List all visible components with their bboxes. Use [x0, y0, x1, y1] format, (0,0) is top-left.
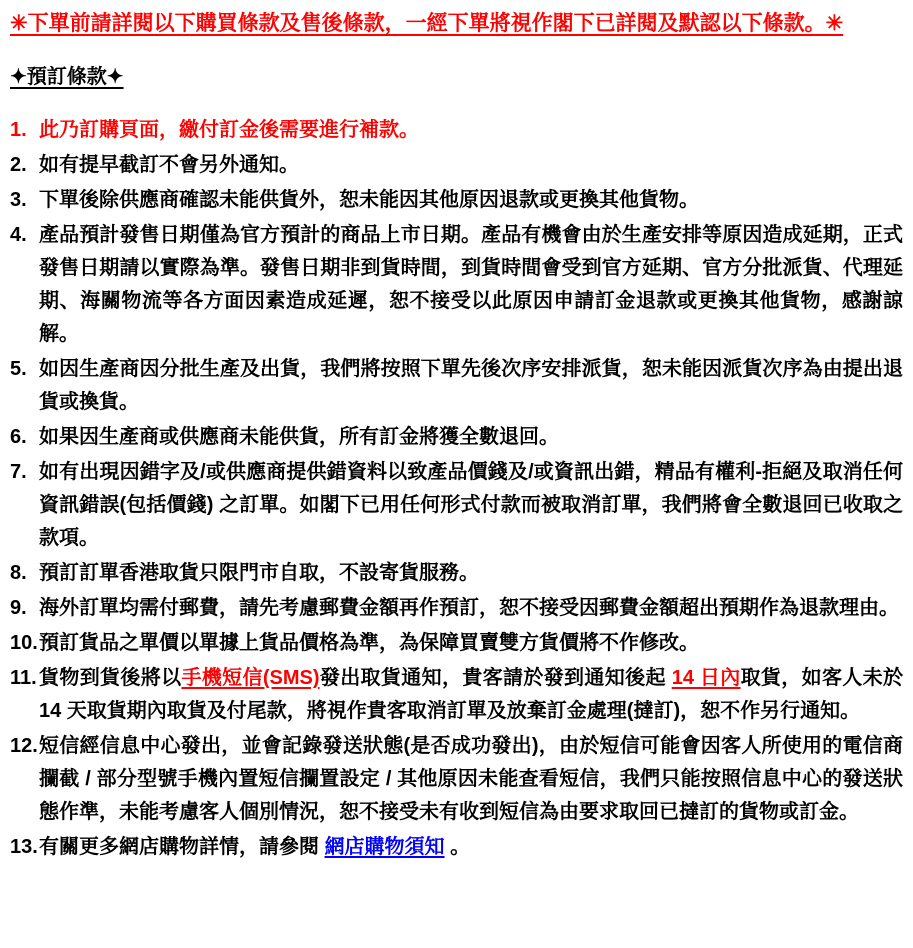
- term-text: 下單後除供應商確認未能供貨外，恕未能因其他原因退款或更換其他貨物。: [39, 189, 699, 211]
- shop-guide-link[interactable]: 網店購物須知: [324, 836, 445, 858]
- term-number: 3.: [10, 189, 27, 211]
- term-item-3: [8, 184, 903, 217]
- term-text: 有關更多網店購物詳情，請參閱: [39, 836, 325, 858]
- term-text: 預訂貨品之單價以單據上貨品價格為準，為保障買賣雙方貨價將不作修改。: [39, 632, 699, 654]
- term-text: 此乃訂購頁面，繳付訂金後需要進行補款。: [39, 119, 419, 141]
- terms-list: [8, 114, 903, 864]
- term-text: 海外訂單均需付郵費，請先考慮郵費金額再作預訂，恕不接受因郵費金額超出預期作為退款理由。: [39, 597, 899, 619]
- term-text: 取貨，如客人未於 14 天取貨期內取貨及付尾款，將視作貴客取消訂單及放棄訂金處理(撻訂)，恕不作另行通知。: [39, 667, 904, 722]
- term-number: 13.: [10, 836, 38, 858]
- term-item-1: [8, 114, 903, 147]
- term-item-11: [8, 662, 903, 728]
- term-number: 11.: [10, 667, 37, 689]
- term-text: 如有提早截訂不會另外通知。: [39, 154, 299, 176]
- term-number: 12.: [10, 735, 38, 757]
- term-text: 貨物到貨後將以: [39, 667, 182, 689]
- term-item-9: [8, 592, 903, 625]
- term-text: 產品預計發售日期僅為官方預計的商品上市日期。產品有機會由於生產安排等原因造成延期，正式發售日期請以實際為準。發售日期非到貨時間，到貨時間會受到官方延期、官方分批派貨、代理延期、海關物流等各方面因素造成延遲，恕不接受以此原因申請訂金退款或更換其他貨物，感謝諒解。: [39, 224, 903, 345]
- term-item-8: [8, 557, 903, 590]
- term-text: 發出取貨通知，貴客請於發到通知後起: [319, 667, 672, 689]
- term-text: 。: [444, 836, 471, 858]
- term-text: 預訂訂單香港取貨只限門市自取，不設寄貨服務。: [39, 562, 479, 584]
- term-number: 6.: [10, 426, 27, 448]
- term-item-5: [8, 353, 903, 419]
- term-item-7: [8, 456, 903, 555]
- term-text: 如因生產商因分批生產及出貨，我們將按照下單先後次序安排派貨，恕未能因派貨次序為由提出退貨或換貨。: [39, 358, 903, 413]
- preorder-terms-title: ✦預訂條款✦: [10, 66, 124, 88]
- term-number: 4.: [10, 224, 27, 246]
- term-item-6: [8, 421, 903, 454]
- term-number: 9.: [10, 597, 27, 619]
- term-number: 1.: [10, 119, 27, 141]
- term-number: 8.: [10, 562, 27, 584]
- term-item-10: [8, 627, 903, 660]
- term-text: 如果因生產商或供應商未能供貨，所有訂金將獲全數退回。: [39, 426, 559, 448]
- term-number: 10.: [10, 632, 38, 654]
- highlighted-term-text: 手機短信(SMS): [181, 667, 320, 689]
- term-item-13: [8, 831, 903, 864]
- term-item-12: [8, 730, 903, 829]
- term-number: 7.: [10, 461, 27, 483]
- term-number: 2.: [10, 154, 27, 176]
- term-item-4: [8, 219, 903, 351]
- highlighted-term-text: 14 日內: [671, 667, 741, 689]
- term-item-2: [8, 149, 903, 182]
- term-number: 5.: [10, 358, 27, 380]
- term-text: 短信經信息中心發出，並會記錄發送狀態(是否成功發出)，由於短信可能會因客人所使用的電信商攔截 / 部分型號手機內置短信攔置設定 / 其他原因未能查看短信，我們只能按照信息中心的發送狀態作準，未能考慮客人個別情況，恕不接受未有收到短信為由要求取回已撻訂的貨物或訂金。: [39, 735, 903, 823]
- term-text: 如有出現因錯字及/或供應商提供錯資料以致產品價錢及/或資訊出錯，精品有權利-拒絕及取消任何資訊錯誤(包括價錢) 之訂單。如閣下已用任何形式付款而被取消訂單，我們將會全數退回已收取之款項。: [39, 461, 903, 549]
- purchase-notice-header: ✳下單前請詳閱以下購買條款及售後條款，一經下單將視作閣下已詳閱及默認以下條款。✳: [10, 12, 844, 35]
